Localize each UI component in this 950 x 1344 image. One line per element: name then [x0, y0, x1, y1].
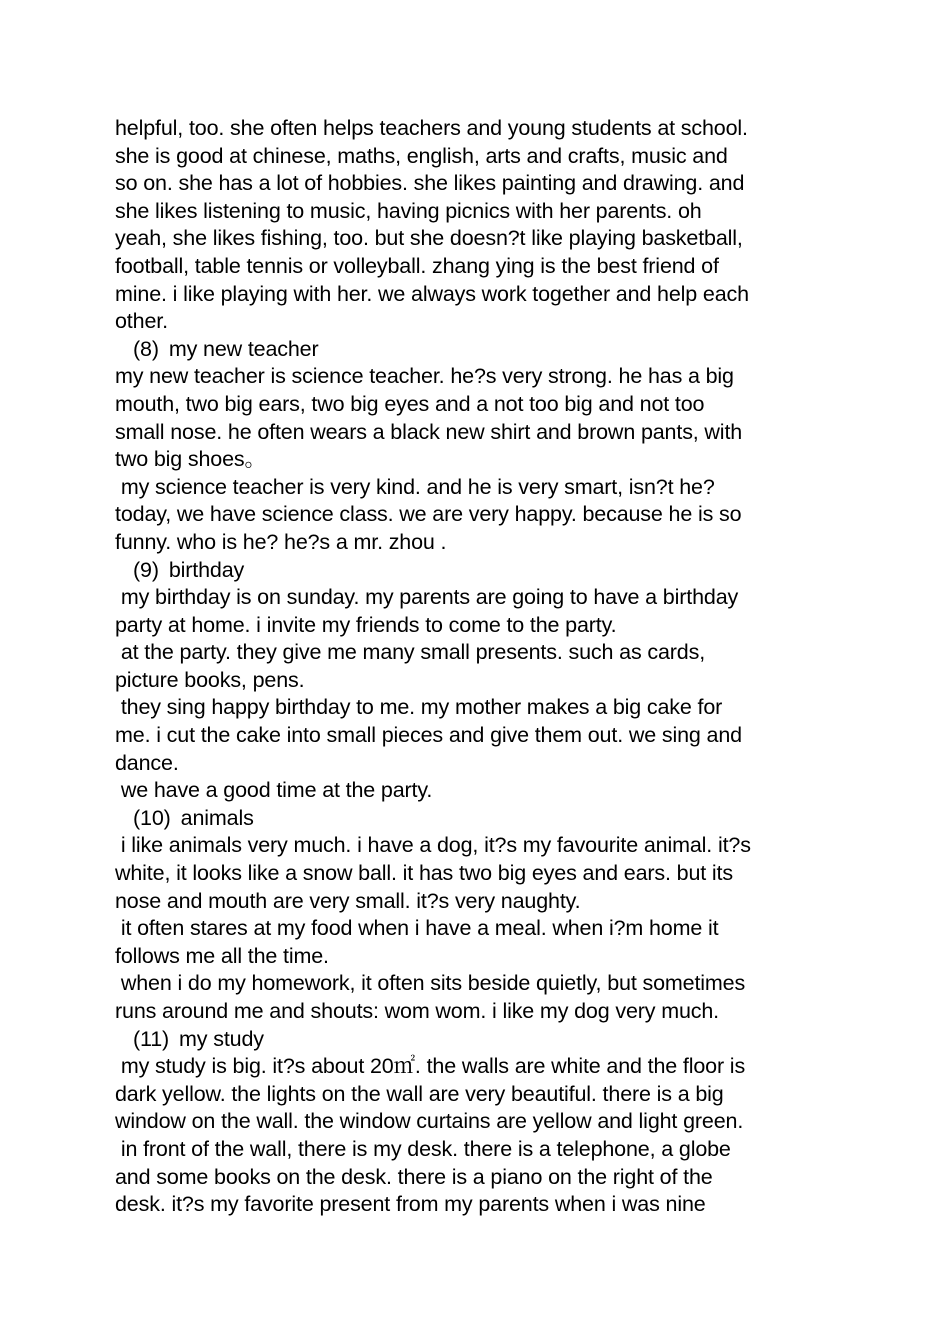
- text-line: two big shoes。: [115, 447, 266, 472]
- text-line: runs around me and shouts: wom wom. i like my dog very much.: [115, 999, 720, 1023]
- section-title: my study: [179, 1026, 264, 1051]
- section-heading: [115, 1026, 845, 1054]
- text-line: it often stares at my food when i have a meal. when i?m home it: [115, 916, 719, 941]
- text-line: small nose. he often wears a black new shirt and brown pants, with: [115, 419, 743, 444]
- text-line: at the party. they give me many small presents. such as cards,: [115, 640, 706, 665]
- section-number: (9): [133, 557, 159, 582]
- text-line: my birthday is on sunday. my parents are going to have a birthday: [115, 585, 739, 610]
- text-line: helpful, too. she often helps teachers and young students at school.: [115, 116, 748, 140]
- text-line: party at home. i invite my friends to come to the party.: [115, 612, 617, 637]
- text-line: follows me all the time.: [115, 943, 329, 968]
- text-line: today, we have science class. we are very happy. because he is so: [115, 502, 742, 527]
- text-line: funny. who is he? he?s a mr. zhou .: [115, 529, 447, 554]
- text-line: dark yellow. the lights on the wall are very beautiful. there is a big: [115, 1081, 724, 1106]
- text-line: picture books, pens.: [115, 667, 305, 692]
- text-line: they sing happy birthday to me. my mother makes a big cake for: [115, 695, 723, 720]
- text-line: my science teacher is very kind. and he is very smart, isn?t he?: [115, 474, 715, 499]
- text-line: dance.: [115, 750, 179, 775]
- section-heading: [115, 336, 845, 364]
- document-page: [115, 115, 845, 1219]
- section-heading: [115, 805, 845, 833]
- text-line: window on the wall. the window curtains are yellow and light green.: [115, 1109, 744, 1134]
- text-line: we have a good time at the party.: [115, 778, 433, 803]
- text-line: my new teacher is science teacher. he?s very strong. he has a big: [115, 364, 734, 389]
- text-line: she likes listening to music, having picnics with her parents. oh: [115, 198, 702, 223]
- section-number: (11): [133, 1026, 170, 1051]
- text-line: in front of the wall, there is my desk. there is a telephone, a globe: [115, 1136, 731, 1161]
- text-line: when i do my homework, it often sits beside quietly, but sometimes: [115, 971, 746, 996]
- section-heading: [115, 557, 845, 585]
- text-line: i like animals very much. i have a dog, it?s my favourite animal. it?s: [115, 833, 751, 858]
- text-line: she is good at chinese, maths, english, arts and crafts, music and: [115, 143, 728, 168]
- text-line: football, table tennis or volleyball. zhang ying is the best friend of: [115, 253, 719, 278]
- text-line: white, it looks like a snow ball. it has two big eyes and ears. but its: [115, 861, 733, 886]
- text-line: mine. i like playing with her. we always work together and help each: [115, 281, 749, 306]
- text-line: me. i cut the cake into small pieces and give them out. we sing and: [115, 723, 742, 748]
- section-title: my new teacher: [168, 336, 319, 361]
- text-line: other.: [115, 309, 168, 334]
- text-line: my study is big. it?s about 20㎡. the walls are white and the floor is: [115, 1054, 746, 1079]
- text-line: and some books on the desk. there is a piano on the right of the: [115, 1164, 713, 1189]
- text-line: so on. she has a lot of hobbies. she likes painting and drawing. and: [115, 171, 745, 196]
- text-line: mouth, two big ears, two big eyes and a not too big and not too: [115, 391, 705, 416]
- section-number: (10): [133, 805, 171, 830]
- text-line: desk. it?s my favorite present from my parents when i was nine: [115, 1192, 706, 1217]
- section-title: birthday: [168, 557, 245, 582]
- section-number: (8): [133, 336, 159, 361]
- text-line: yeah, she likes fishing, too. but she doesn?t like playing basketball,: [115, 226, 743, 251]
- text-line: nose and mouth are very small. it?s very naughty.: [115, 888, 581, 913]
- section-title: animals: [180, 805, 254, 830]
